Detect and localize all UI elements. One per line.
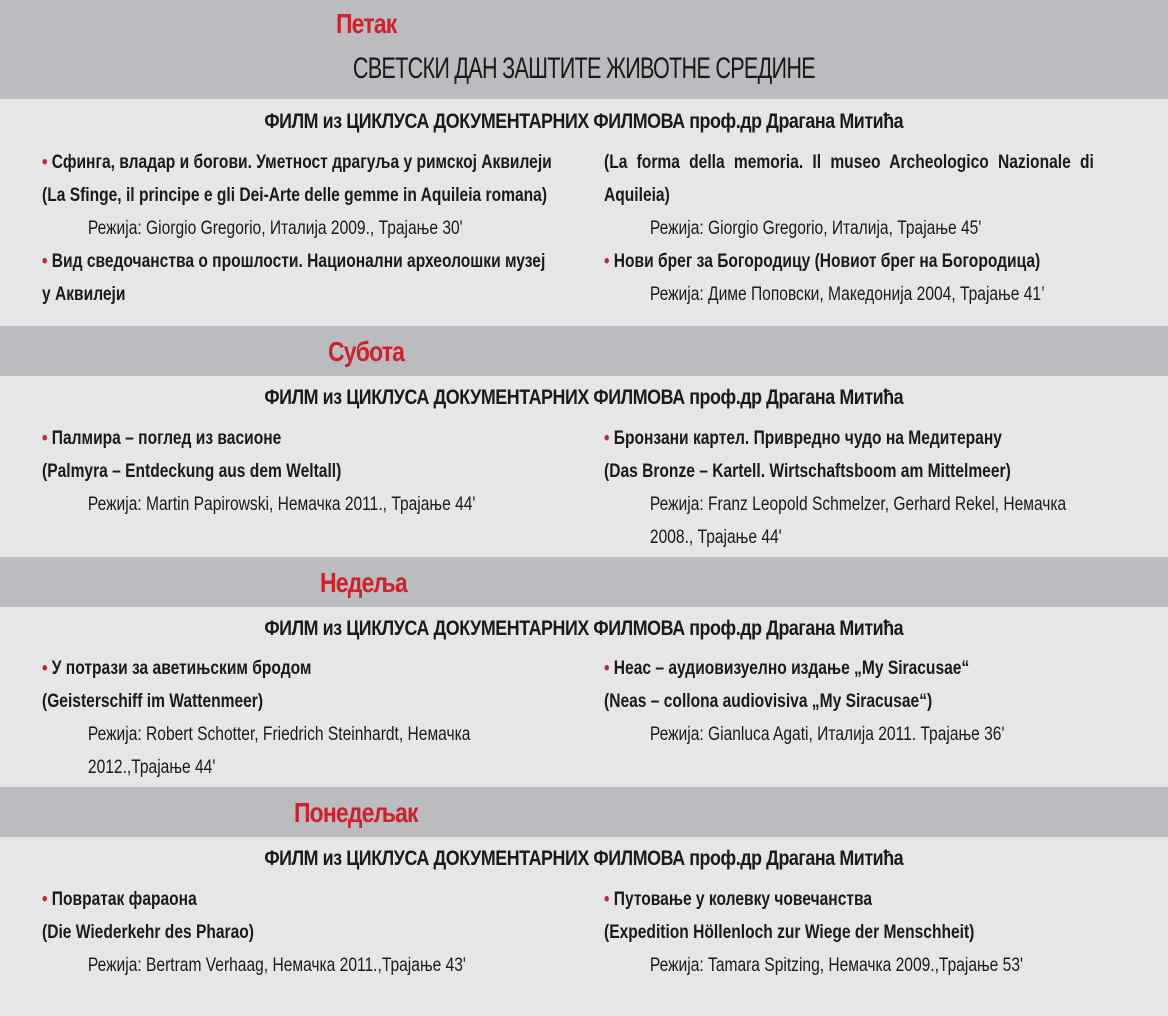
film-title-text: Вид сведочанства о прошлости. Национални археолошки музеј xyxy=(51,251,546,272)
film-title xyxy=(604,652,1047,685)
film-title xyxy=(604,422,1047,455)
film-title xyxy=(42,652,485,685)
monday-right-column xyxy=(604,883,1144,982)
cycle-heading-text: ФИЛМ из ЦИКЛУСА ДОКУМЕНТАРНИХ ФИЛМОВА проф.др Драгана Митића xyxy=(264,847,904,870)
film-original-title: (Geisterschiff im Wattenmeer) xyxy=(42,691,264,712)
bullet-icon: • xyxy=(604,251,610,272)
film-director: Режија: Martin Papirowski, Немачка 2011., Трајање 44' xyxy=(87,494,476,515)
sunday-header-band xyxy=(0,557,1168,607)
film-title xyxy=(604,245,1047,278)
cycle-heading-saturday xyxy=(0,386,1168,410)
bullet-icon: • xyxy=(604,428,610,449)
day-title-monday: Понедељак xyxy=(294,797,418,828)
friday-left-column xyxy=(42,146,582,311)
day-title-friday: Петак xyxy=(336,8,397,39)
saturday-right-column xyxy=(604,422,1144,554)
day-title-sunday: Недеља xyxy=(320,567,407,598)
film-director: Режија: Tamara Spitzing, Немачка 2009.,Трајање 53' xyxy=(649,955,1023,976)
day-title-saturday: Субота xyxy=(328,336,405,367)
film-director: Режија: Диме Поповски, Македонија 2004, Трајање 41’ xyxy=(649,284,1045,305)
film-director-continued: 2008., Трајање 44' xyxy=(649,527,782,548)
bullet-icon: • xyxy=(604,658,610,679)
cycle-heading-sunday xyxy=(0,617,1168,641)
bullet-icon: • xyxy=(604,889,610,910)
cycle-heading-text: ФИЛМ из ЦИКЛУСА ДОКУМЕНТАРНИХ ФИЛМОВА проф.др Драгана Митића xyxy=(264,110,904,133)
film-title-text: Повратак фараона xyxy=(51,889,197,910)
film-director: Режија: Franz Leopold Schmelzer, Gerhard Rekel, Немачка xyxy=(649,494,1067,515)
bullet-icon: • xyxy=(42,251,48,272)
film-title xyxy=(42,146,552,179)
film-title-text: Бронзани картел. Привредно чудо на Медитерану xyxy=(613,428,1002,449)
friday-right-column xyxy=(604,146,1144,311)
film-title-text: Путовање у колевку човечанства xyxy=(613,889,873,910)
film-title-text: У потрази за аветињским бродом xyxy=(51,658,312,679)
monday-left-column xyxy=(42,883,582,982)
bullet-icon: • xyxy=(42,152,48,173)
film-original-title: (Neas – collona audiovisiva „My Siracusae“) xyxy=(604,691,933,712)
film-director: Режија: Gianluca Agati, Италија 2011. Трајање 36' xyxy=(649,724,1005,745)
cycle-heading-friday xyxy=(0,110,1168,134)
film-original-title: (Das Bronze – Kartell. Wirtschaftsboom am Mittelmeer) xyxy=(604,461,1011,482)
film-original-title: (La Sfinge, il principe e gli Dei-Arte delle gemme in Aquileia romana) xyxy=(42,185,548,206)
cycle-heading-text: ФИЛМ из ЦИКЛУСА ДОКУМЕНТАРНИХ ФИЛМОВА проф.др Драгана Митића xyxy=(264,617,904,640)
sunday-left-column xyxy=(42,652,582,784)
film-title-text: Неас – аудиовизуелно издање „My Siracusae“ xyxy=(613,658,970,679)
film-director-continued: 2012.,Трајање 44' xyxy=(87,757,216,778)
film-title-continued: у Аквилеји xyxy=(42,284,126,305)
cycle-heading-monday xyxy=(0,847,1168,871)
saturday-header-band xyxy=(0,326,1168,376)
film-title xyxy=(604,883,1047,916)
film-title-text: Палмира – поглед из васионе xyxy=(51,428,282,449)
film-title xyxy=(42,422,485,455)
bullet-icon: • xyxy=(42,658,48,679)
bullet-icon: • xyxy=(42,428,48,449)
film-original-title: (Die Wiederkehr des Pharao) xyxy=(42,922,254,943)
monday-header-band xyxy=(0,787,1168,837)
film-title-text: Нови брег за Богородицу (Новиот брег на Богородица) xyxy=(613,251,1041,272)
event-title-text: СВЕТСКИ ДАН ЗАШТИТЕ ЖИВОТНЕ СРЕДИНЕ xyxy=(352,52,816,85)
film-original-title-continued: Aquileia) xyxy=(604,185,670,206)
film-title-text: Сфинга, владар и богови. Уметност драгуља у римској Аквилеји xyxy=(51,152,552,173)
saturday-left-column xyxy=(42,422,582,521)
film-director: Режија: Giorgio Gregorio, Италија, Трајање 45' xyxy=(649,218,982,239)
film-original-title: (Expedition Höllenloch zur Wiege der Menschheit) xyxy=(604,922,975,943)
film-director: Режија: Bertram Verhaag, Немачка 2011.,Трајање 43' xyxy=(87,955,466,976)
bullet-icon: • xyxy=(42,889,48,910)
cycle-heading-text: ФИЛМ из ЦИКЛУСА ДОКУМЕНТАРНИХ ФИЛМОВА проф.др Драгана Митића xyxy=(264,386,904,409)
event-title xyxy=(0,52,1168,86)
film-director: Режија: Giorgio Gregorio, Италија 2009., Трајање 30' xyxy=(87,218,463,239)
sunday-right-column xyxy=(604,652,1144,751)
film-title xyxy=(42,245,546,278)
film-director: Режија: Robert Schotter, Friedrich Steinhardt, Немачка xyxy=(87,724,471,745)
film-original-title: (Palmyra – Entdeckung aus dem Weltall) xyxy=(42,461,342,482)
film-title xyxy=(42,883,485,916)
film-original-title: (La forma della memoria. Il museo Archeologico Nazionale di xyxy=(604,152,1094,173)
